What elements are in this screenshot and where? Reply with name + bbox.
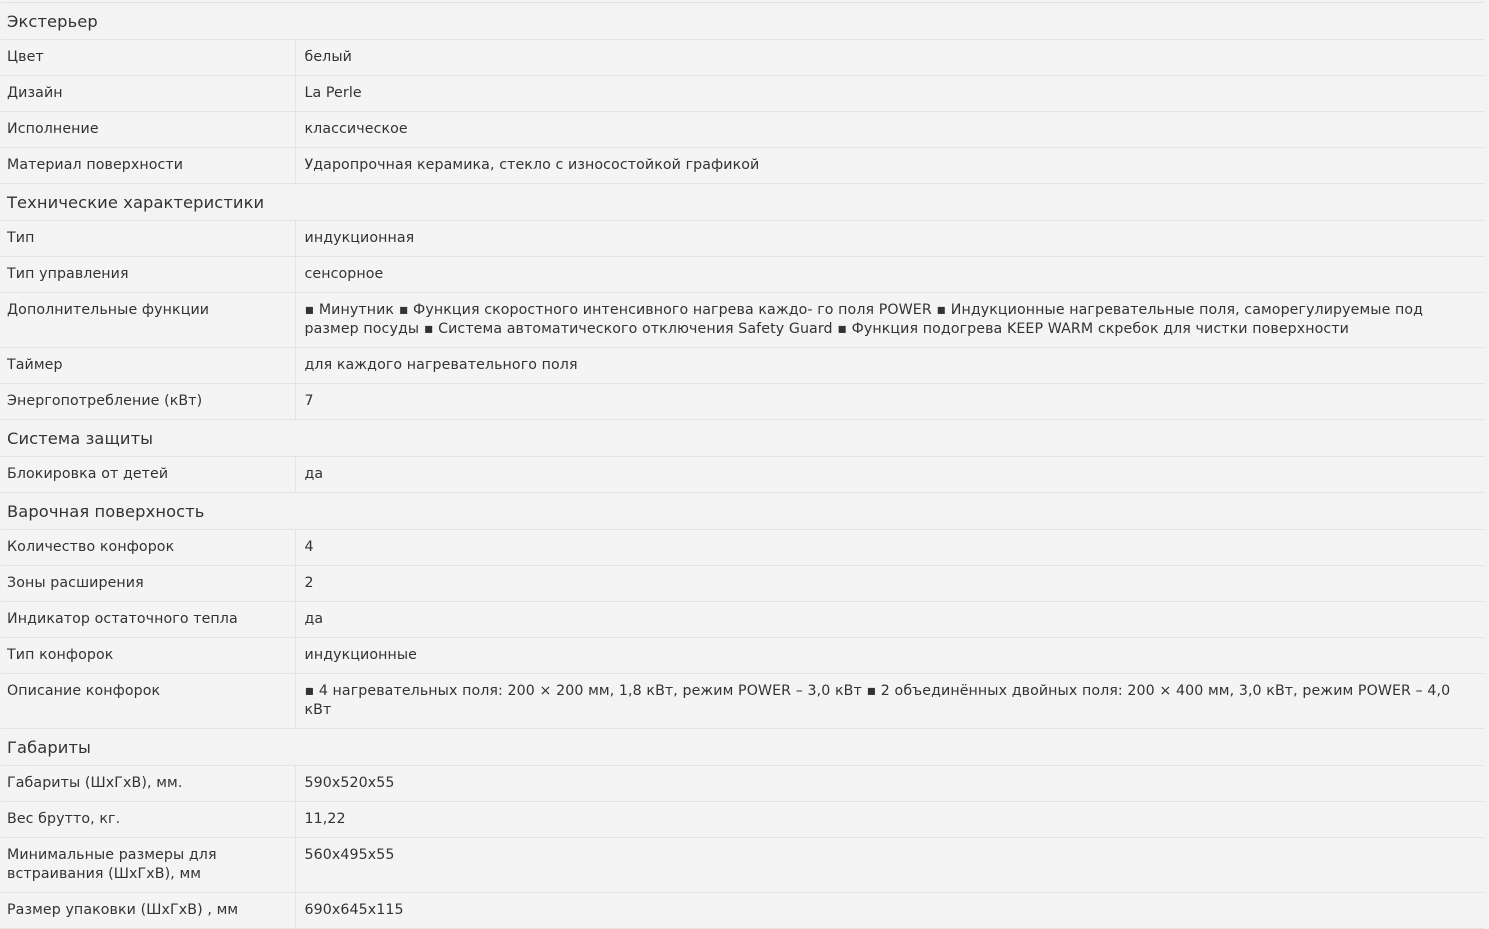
spec-label: Количество конфорок	[1, 530, 295, 566]
spec-row	[1, 76, 1484, 112]
spec-value: Ударопрочная керамика, стекло с износостойкой графикой	[295, 148, 1484, 184]
spec-row	[1, 893, 1484, 929]
spec-value: да	[295, 457, 1484, 493]
spec-label: Минимальные размеры для встраивания (ШхГхВ), мм	[1, 838, 295, 893]
spec-value: для каждого нагревательного поля	[295, 348, 1484, 384]
spec-row	[1, 112, 1484, 148]
spec-value: 4	[295, 530, 1484, 566]
spec-value: 690x645x115	[295, 893, 1484, 929]
spec-row	[1, 838, 1484, 893]
spec-label: Габариты (ШхГхВ), мм.	[1, 766, 295, 802]
spec-row	[1, 257, 1484, 293]
spec-label: Энергопотребление (кВт)	[1, 384, 295, 420]
spec-value: сенсорное	[295, 257, 1484, 293]
spec-row	[1, 802, 1484, 838]
spec-row	[1, 457, 1484, 493]
spec-label: Дизайн	[1, 76, 295, 112]
specifications-table	[1, 2, 1484, 929]
spec-value: 7	[295, 384, 1484, 420]
spec-value: индукционная	[295, 221, 1484, 257]
spec-row	[1, 348, 1484, 384]
spec-label: Описание конфорок	[1, 674, 295, 729]
spec-label: Индикатор остаточного тепла	[1, 602, 295, 638]
section-header-exterior	[1, 3, 1484, 40]
spec-row	[1, 602, 1484, 638]
spec-row	[1, 384, 1484, 420]
spec-label: Дополнительные функции	[1, 293, 295, 348]
spec-row	[1, 638, 1484, 674]
spec-label: Материал поверхности	[1, 148, 295, 184]
section-title: Варочная поверхность	[1, 493, 1484, 530]
spec-row	[1, 674, 1484, 729]
specifications-body	[1, 3, 1484, 929]
spec-row	[1, 221, 1484, 257]
section-header-cooktop	[1, 493, 1484, 530]
spec-label: Блокировка от детей	[1, 457, 295, 493]
spec-value: La Perle	[295, 76, 1484, 112]
spec-value: 560x495x55	[295, 838, 1484, 893]
spec-value: белый	[295, 40, 1484, 76]
spec-value: классическое	[295, 112, 1484, 148]
spec-label: Тип конфорок	[1, 638, 295, 674]
spec-value: да	[295, 602, 1484, 638]
spec-label: Исполнение	[1, 112, 295, 148]
section-title: Технические характеристики	[1, 184, 1484, 221]
spec-row	[1, 530, 1484, 566]
spec-value: ▪ Минутник ▪ Функция скоростного интенсивного нагрева каждо- го поля POWER ▪ Индукционные нагревательные поля, саморегулируемые под размер посуды ▪ Система автоматического отключения Safety Guard ▪ Функция подогрева KEEP WARM скребок для чистки поверхности	[295, 293, 1484, 348]
section-header-dimensions	[1, 729, 1484, 766]
section-title: Габариты	[1, 729, 1484, 766]
spec-label: Вес брутто, кг.	[1, 802, 295, 838]
spec-value: ▪ 4 нагревательных поля: 200 × 200 мм, 1,8 кВт, режим POWER – 3,0 кВт ▪ 2 объединённых двойных поля: 200 × 400 мм, 3,0 кВт, режим POWER – 4,0 кВт	[295, 674, 1484, 729]
spec-label: Тип управления	[1, 257, 295, 293]
section-title: Система защиты	[1, 420, 1484, 457]
section-header-technical	[1, 184, 1484, 221]
spec-value: индукционные	[295, 638, 1484, 674]
spec-label: Размер упаковки (ШхГхВ) , мм	[1, 893, 295, 929]
spec-row	[1, 566, 1484, 602]
spec-label: Зоны расширения	[1, 566, 295, 602]
section-header-protection	[1, 420, 1484, 457]
spec-row	[1, 766, 1484, 802]
section-title: Экстерьер	[1, 3, 1484, 40]
spec-value: 2	[295, 566, 1484, 602]
spec-value: 590x520x55	[295, 766, 1484, 802]
spec-label: Тип	[1, 221, 295, 257]
spec-label: Цвет	[1, 40, 295, 76]
spec-value: 11,22	[295, 802, 1484, 838]
spec-row	[1, 293, 1484, 348]
spec-row	[1, 148, 1484, 184]
spec-row	[1, 40, 1484, 76]
spec-label: Таймер	[1, 348, 295, 384]
